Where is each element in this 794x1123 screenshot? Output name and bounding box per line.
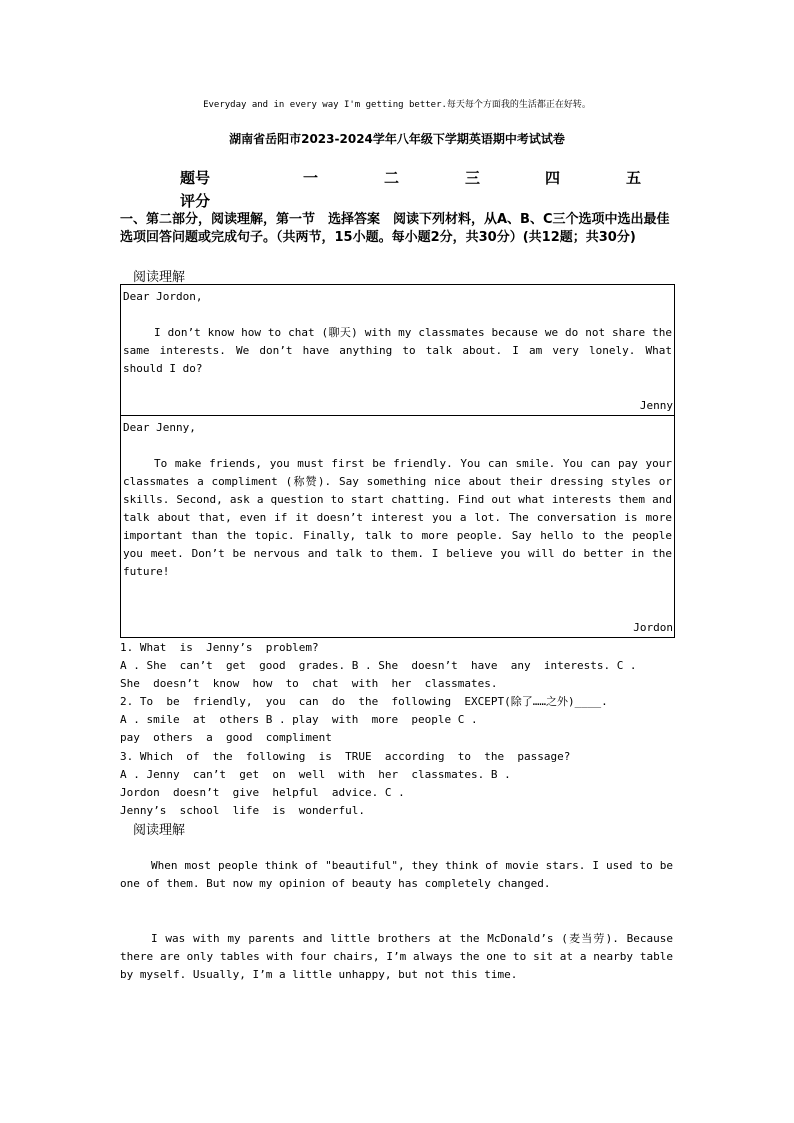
score-table-score-label: 评分 — [180, 192, 211, 210]
section2-label: 阅读理解 — [133, 823, 186, 838]
question-3-option-c: Jenny’s school life is wonderful. — [120, 804, 366, 817]
score-table-header-row — [180, 167, 650, 189]
letter2-body: To make friends, you must first be friendly. You can smile. You can pay your classmates a compliment (称赞). Say something nice about their dressing styles or skills. Second, ask a question to start chatting. Find out what interests them and talk about that, even if it doesn’t interest you a lot. The conversation is more important than the topic. Finally, talk to more people. Say hello to the people you meet. Don’t be nervous and talk to them. I believe you will do better in the future! — [123, 457, 672, 578]
letter2-signature: Jordon — [633, 621, 673, 634]
passage-paragraph-2: I was with my parents and little brothers at the McDonald’s (麦当劳). Because there are only tables with four chairs, I’m always the one to sit at a nearby table by myself. Usually, I’m a little unhappy, but not this time. — [120, 932, 673, 981]
letter1-greeting: Dear Jordon, — [123, 290, 203, 303]
score-table-col-3: 三 — [465, 169, 481, 187]
question-2-options-a-b: A . smile at others B . play with more people C . — [120, 713, 478, 726]
letter1-body: I don’t know how to chat (聊天) with my classmates because we do not share the same interests. We don’t have anything to talk about. I am very lonely. What should I do? — [123, 326, 672, 375]
question-1: 1. What is Jenny’s problem? — [120, 641, 319, 654]
score-table-col-4: 四 — [545, 169, 561, 187]
exam-title: 湖南省岳阳市2023-2024学年八年级下学期英语期中考试试卷 — [229, 132, 565, 146]
question-3-option-a: A . Jenny can’t get on well with her classmates. B . — [120, 768, 511, 781]
score-table-row-label: 题号 — [180, 169, 211, 187]
score-table-col-1: 一 — [303, 169, 319, 187]
motto-header: Everyday and in every way I'm getting better.每天每个方面我的生活都正在好转。 — [203, 100, 591, 110]
question-3-option-b: Jordon doesn’t give helpful advice. C . — [120, 786, 405, 799]
question-1-option-c: She doesn’t know how to chat with her classmates. — [120, 677, 498, 690]
letter-from-jordon — [121, 416, 674, 637]
letter-from-jenny — [121, 285, 674, 415]
question-2: 2. To be friendly, you can do the following EXCEPT(除了……之外)____. — [120, 695, 608, 708]
section-instruction: 一、第二部分，阅读理解，第一节 选择答案 阅读下列材料，从A、B、C三个选项中选出最佳选项回答问题或完成句子。（共两节，15小题。每小题2分，共30分）(共12题；共30分) — [120, 212, 670, 245]
score-table-col-2: 二 — [384, 169, 400, 187]
letters-box — [120, 284, 675, 638]
question-2-option-c: pay others a good compliment — [120, 731, 332, 744]
letter1-signature: Jenny — [639, 399, 673, 412]
question-3: 3. Which of the following is TRUE according to the passage? — [120, 750, 571, 763]
passage-paragraph-1: When most people think of "beautiful", they think of movie stars. I used to be one of them. But now my opinion of beauty has completely changed. — [120, 859, 673, 890]
score-table-col-5: 五 — [626, 169, 642, 187]
section1-label: 阅读理解 — [133, 270, 186, 285]
letter2-greeting: Dear Jenny, — [123, 421, 196, 434]
question-1-options-a-b: A . She can’t get good grades. B . She doesn’t have any interests. C . — [120, 659, 637, 672]
